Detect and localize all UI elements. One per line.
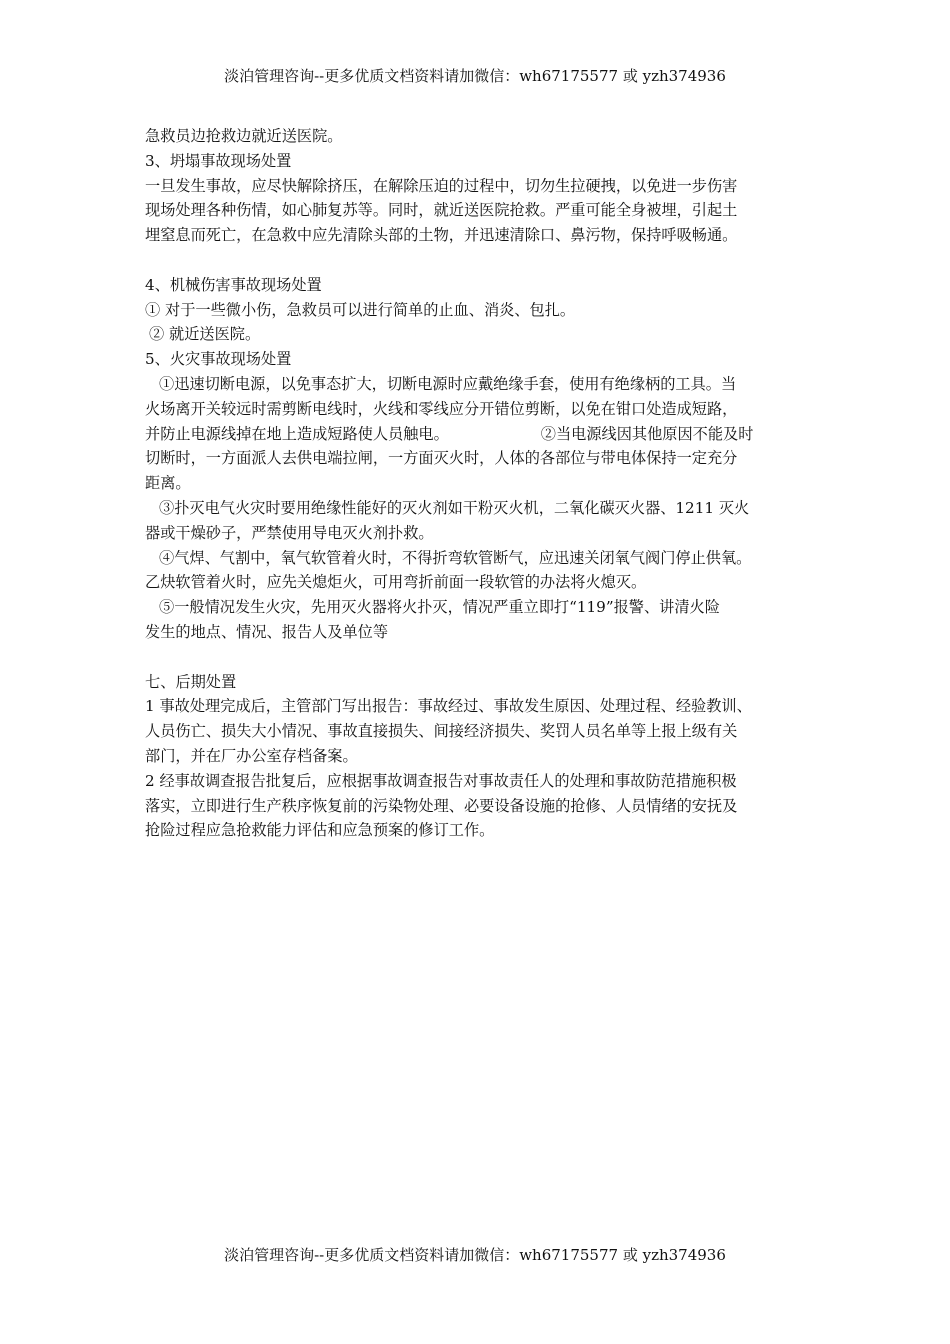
section-heading-collapse: 3、坍塌事故现场处置 xyxy=(145,151,292,170)
page-footer: 淡泊管理咨询--更多优质文档资料请加微信：wh67175577 或 yzh374936 xyxy=(224,1246,726,1264)
paragraph-line: 发生的地点、情况、报告人及单位等 xyxy=(145,622,388,641)
section-heading-aftermath: 七、后期处置 xyxy=(145,672,237,691)
paragraph-line: 埋窒息而死亡，在急救中应先清除头部的土物，并迅速清除口、鼻污物，保持呼吸畅通。 xyxy=(145,226,738,245)
line-segment: ②当电源线因其他原因不能及时 xyxy=(540,424,754,443)
line-segment: 并防止电源线掉在地上造成短路使人员触电。 xyxy=(145,424,449,443)
blank-line xyxy=(145,645,817,670)
list-item: ① 对于一些微小伤，急救员可以进行简单的止血、消炎、包扎。 xyxy=(145,300,576,319)
paragraph-line: 现场处理各种伤情，如心肺复苏等。同时，就近送医院抢救。严重可能全身被埋，引起土 xyxy=(145,201,738,220)
paragraph-line: 落实，立即进行生产秩序恢复前的污染物处理、必要设备设施的抢修、人员情绪的安抚及 xyxy=(145,796,738,815)
section-heading-mechanical: 4、机械伤害事故现场处置 xyxy=(145,275,322,294)
blank-line xyxy=(145,248,817,273)
paragraph-line: 乙炔软管着火时，应先关熄炬火，可用弯折前面一段软管的办法将火熄灭。 xyxy=(145,573,647,592)
paragraph-line: 火场离开关较远时需剪断电线时，火线和零线应分开错位剪断，以免在钳口处造成短路， xyxy=(145,399,738,418)
paragraph-line: 器或干燥砂子，严禁使用导电灭火剂扑救。 xyxy=(145,523,434,542)
list-item: ② 就近送医院。 xyxy=(149,325,261,344)
paragraph-line: 人员伤亡、损失大小情况、事故直接损失、间接经济损失、奖罚人员名单等上报上级有关 xyxy=(145,722,738,741)
paragraph-line: 2 经事故调查报告批复后，应根据事故调查报告对事故责任人的处理和事故防范措施积极 xyxy=(145,771,737,790)
paragraph-line: ④气焊、气割中，氧气软管着火时，不得折弯软管断气，应迅速关闭氧气阀门停止供氧。 xyxy=(159,548,752,567)
paragraph-line: ①迅速切断电源，以免事态扩大，切断电源时应戴绝缘手套，使用有绝缘柄的工具。当 xyxy=(159,374,737,393)
paragraph-line: ⑤一般情况发生火灾，先用灭火器将火扑灭，情况严重立即打“119”报警、讲清火险 xyxy=(159,598,720,617)
paragraph-line: 距离。 xyxy=(145,474,191,493)
paragraph-line: 切断时，一方面派人去供电端拉闸，一方面灭火时，人体的各部位与带电体保持一定充分 xyxy=(145,449,738,468)
paragraph-line: 部门，并在厂办公室存档备案。 xyxy=(145,746,358,765)
page-header: 淡泊管理咨询--更多优质文档资料请加微信：wh67175577 或 yzh374936 xyxy=(224,67,726,85)
paragraph-line xyxy=(145,422,817,447)
paragraph-line: ③扑灭电气火灾时要用绝缘性能好的灭火剂如干粉灭火机，二氧化碳灭火器、1211 灭火 xyxy=(159,498,750,517)
document-body xyxy=(145,124,817,843)
paragraph-line: 急救员边抢救边就近送医院。 xyxy=(145,127,343,145)
paragraph-line: 1 事故处理完成后，主管部门写出报告：事故经过、事故发生原因、处理过程、经验教训、 xyxy=(145,697,752,716)
paragraph-line: 抢险过程应急抢救能力评估和应急预案的修订工作。 xyxy=(145,821,495,840)
paragraph-line: 一旦发生事故，应尽快解除挤压，在解除压迫的过程中，切勿生拉硬拽，以免进一步伤害 xyxy=(145,176,738,195)
section-heading-fire: 5、火灾事故现场处置 xyxy=(145,350,292,369)
